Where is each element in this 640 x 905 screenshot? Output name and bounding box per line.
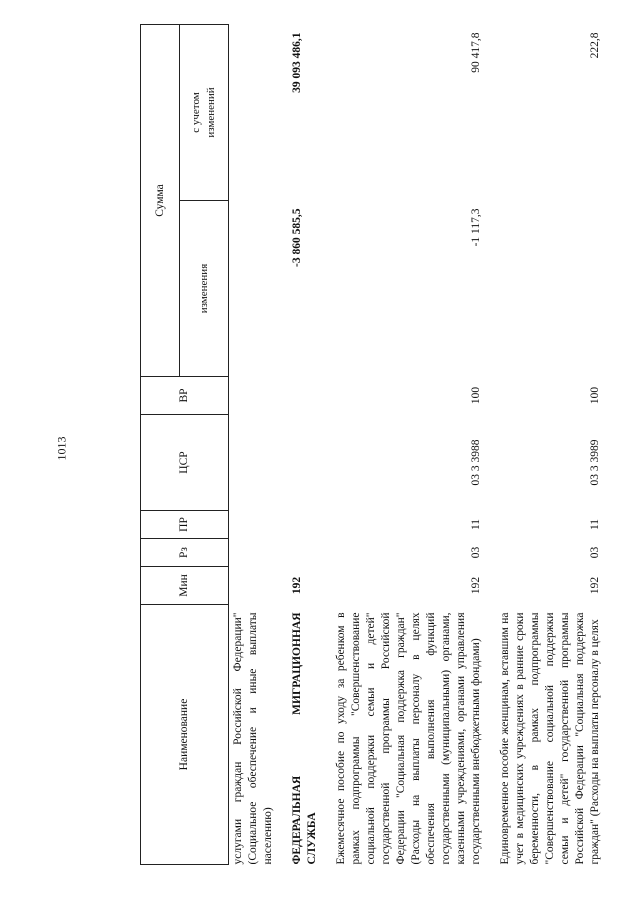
row-gap [486, 24, 496, 864]
row-subsection [229, 511, 279, 539]
row-section: 03 [470, 546, 482, 559]
table-row [229, 24, 279, 864]
budget-table [140, 24, 605, 865]
agency-name-left: ФЕДЕРАЛЬНАЯ [291, 775, 303, 865]
row-change: -1 117,3 [470, 208, 482, 247]
row-expense-type [229, 377, 279, 415]
row-total [229, 24, 279, 200]
header-name: Наименование [141, 605, 229, 865]
row-target-article [288, 415, 322, 511]
row-ministry [229, 567, 279, 605]
header-subsection: ПР [141, 511, 229, 539]
agency-name-right: МИГРАЦИОННАЯ [291, 612, 303, 715]
row-change: -3 860 585,5 [291, 208, 303, 267]
row-section [229, 539, 279, 567]
row-section: 03 [589, 546, 601, 559]
header-section: Рз [141, 539, 229, 567]
page-number: 1013 [54, 436, 69, 461]
row-name: Единовременное пособие женщинам, вставшим на учет в медицинских учреждениях в ранние сроки беременности, в рамках подпрограммы "Совершенствование социальной поддержки семьи и детей" государственной программы Российской Федерации "Социальная поддержка граждан" (Расходы на выплаты персоналу в целях [499, 612, 601, 865]
header-with-changes-line1: с учетом [190, 92, 202, 133]
row-target-article [229, 415, 279, 511]
row-subsection: 11 [470, 518, 482, 531]
header-expense-type: ВР [141, 377, 229, 415]
row-total: 39 093 486,1 [291, 32, 303, 93]
row-change [496, 201, 605, 377]
row-total: 90 417,8 [470, 32, 482, 73]
row-subsection: 11 [589, 518, 601, 531]
row-expense-type: 100 [470, 386, 482, 405]
row-target-article: 03 3 3989 [589, 439, 601, 486]
table-row [288, 24, 322, 864]
header-target-article: ЦСР [141, 415, 229, 511]
row-expense-type: 100 [589, 386, 601, 405]
row-expense-type [288, 377, 322, 415]
row-total: 222,8 [589, 32, 601, 59]
header-amount-group: Сумма [141, 24, 180, 376]
agency-name [288, 605, 322, 865]
header-with-changes-line2: изменений [205, 87, 217, 138]
row-gap [322, 24, 332, 864]
header-change: изменения [180, 201, 229, 377]
row-change [229, 201, 279, 377]
row-target-article: 03 3 3988 [470, 439, 482, 486]
agency-name-line2: СЛУЖБА [306, 812, 318, 865]
table-row [332, 24, 486, 864]
row-name: услугами граждан Российской Федерации" (Социальное обеспечение и иные выплаты населению) [232, 612, 274, 865]
row-gap [278, 24, 288, 864]
row-name: Ежемесячное пособие по уходу за ребенком в рамках подпрограммы "Совершенствование социальной поддержки семьи и детей" государственной программы Российской Федерации "Социальная поддержка граждан" (Расходы на выплаты персоналу в целях обеспечения выполнения функций государственными (муниципальными) органами, казенными учреждениями, органами управления государственными внебюджетными фондами) [335, 612, 482, 865]
header-with-changes [180, 24, 229, 200]
row-ministry: 192 [470, 576, 482, 595]
row-ministry: 192 [291, 576, 303, 595]
header-ministry: Мин [141, 567, 229, 605]
row-subsection [288, 511, 322, 539]
budget-table-sheet [140, 25, 640, 865]
table-row [496, 24, 605, 864]
row-section [288, 539, 322, 567]
row-ministry: 192 [589, 576, 601, 595]
